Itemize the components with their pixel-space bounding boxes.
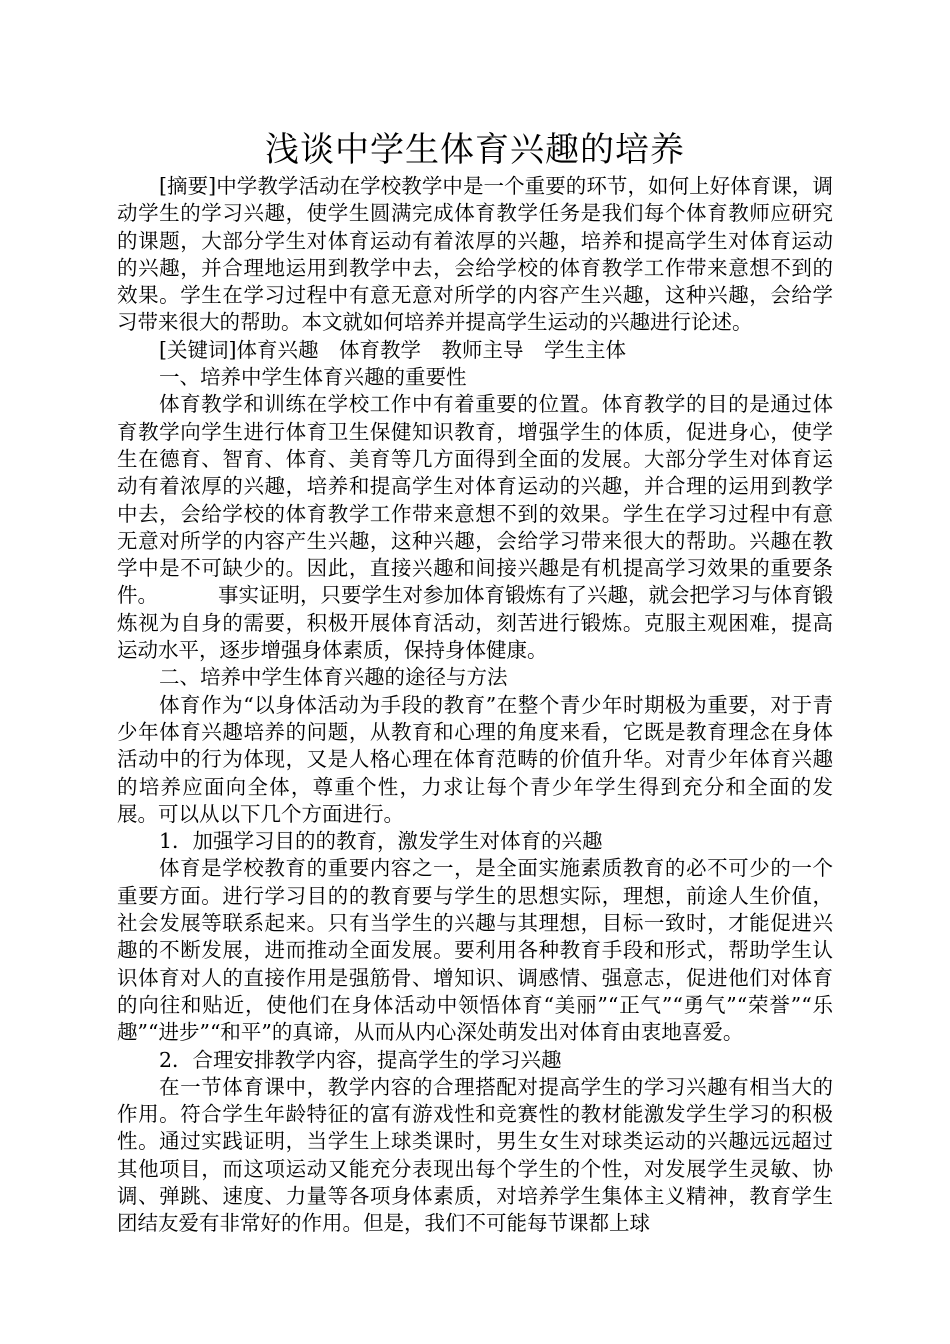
section-1-paragraph-part-a: 体育教学和训练在学校工作中有着重要的位置。体育教学的目的是通过体育教学向学生进行体育卫生保健知识教育，增强学生的体质，促进身心，使学生在德育、智育、体育、美育等几方面得到全面的发展。大部分学生对体育运动有着浓厚的兴趣，培养和提高学生对体育运动的兴趣，并合理的运用到教学中去，会给学校的体育教学工作带来意想不到的效果。学生在学习过程中有意无意对所学的内容产生兴趣，这种兴趣，会给学习带来很大的帮助。兴趣在教学中是不可缺少的。因此，直接兴趣和间接兴趣是有机提高学习效果的重要条件。 — [117, 392, 833, 608]
section-1-paragraph-part-b: 事实证明，只要学生对参加体育锻炼有了兴趣，就会把学习与体育锻炼视为自身的需要，积极开展体育活动，刻苦进行锻炼。克服主观困难，提高运动水平，逐步增强身体素质，保持身体健康。 — [117, 583, 833, 663]
section-1-paragraph — [117, 391, 833, 664]
keywords-line: [关键词]体育兴趣 体育教学 教师主导 学生主体 — [159, 337, 626, 362]
section-2-heading: 二、培养中学生体育兴趣的途径与方法 — [159, 665, 508, 690]
subsection-2-paragraph: 在一节体育课中，教学内容的合理搭配对提高学生的学习兴趣有相当大的作用。符合学生年龄特征的富有游戏性和竞赛性的教材能激发学生学习的积极性。通过实践证明，当学生上球类课时，男生女生对球类运动的兴趣远远超过其他项目，而这项运动又能充分表现出每个学生的个性，对发展学生灵敏、协调、弹跳、速度、力量等各项身体素质，对培养学生集体主义精神，教育学生团结友爱有非常好的作用。但是，我们不可能每节课都上球 — [117, 1074, 833, 1236]
document-title: 浅谈中学生体育兴趣的培养 — [265, 130, 685, 170]
subsection-2-heading: 2．合理安排教学内容，提高学生的学习兴趣 — [159, 1047, 562, 1072]
section-2-intro-paragraph: 体育作为“以身体活动为手段的教育”在整个青少年时期极为重要，对于青少年体育兴趣培养的问题，从教育和心理的角度来看，它既是教育理念在身体活动中的行为体现，又是人格心理在体育范畴的价值升华。对青少年体育兴趣的培养应面向全体，尊重个性，力求让每个青少年学生得到充分和全面的发展。可以从以下几个方面进行。 — [117, 692, 833, 826]
section-1-heading: 一、培养中学生体育兴趣的重要性 — [159, 365, 467, 390]
subsection-1-heading: 1．加强学习目的的教育，激发学生对体育的兴趣 — [159, 829, 603, 854]
document-page — [117, 128, 833, 1238]
abstract-paragraph: [摘要]中学教学活动在学校教学中是一个重要的环节，如何上好体育课，调动学生的学习兴趣，使学生圆满完成体育教学任务是我们每个体育教师应研究的课题，大部分学生对体育运动有着浓厚的兴趣，培养和提高学生对体育运动的兴趣，并合理地运用到教学中去，会给学校的体育教学工作带来意想不到的效果。学生在学习过程中有意无意对所学的内容产生兴趣，这种兴趣，会给学习带来很大的帮助。本文就如何培养并提高学生运动的兴趣进行论述。 — [117, 174, 833, 335]
subsection-1-paragraph: 体育是学校教育的重要内容之一，是全面实施素质教育的必不可少的一个重要方面。进行学习目的的教育要与学生的思想实际，理想，前途人生价值，社会发展等联系起来。只有当学生的兴趣与其理想，目标一致时，才能促进兴趣的不断发展，进而推动全面发展。要利用各种教育手段和形式，帮助学生认识体育对人的直接作用是强筋骨、增知识、调感情、强意志，促进他们对体育的向往和贴近，使他们在身体活动中领悟体育“美丽”“正气”“勇气”“荣誉”“乐趣”“进步”“和平”的真谛，从而从内心深处萌发出对体育由衷地喜爱。 — [117, 856, 833, 1045]
